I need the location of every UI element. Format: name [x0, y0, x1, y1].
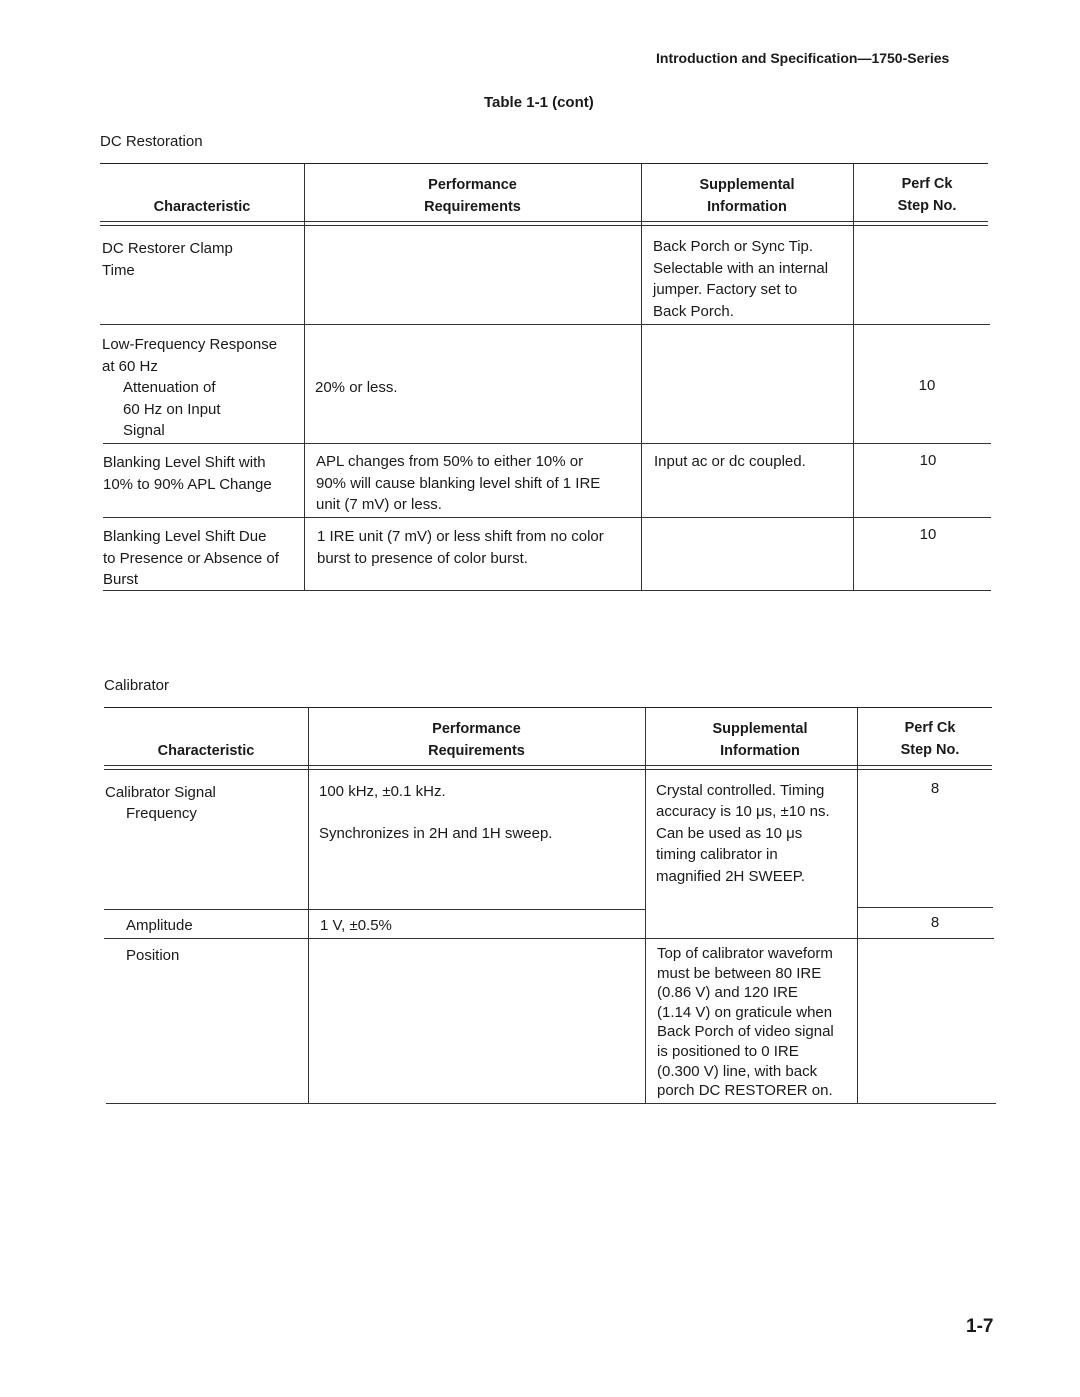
step-low-frequency-response: 10 [918, 377, 936, 394]
supplemental-position: Top of calibrator waveform must be between 80 IRE (0.86 V) and 120 IRE (1.14 V) on graticule when Back Porch of video signal is positioned to 0 IRE (0.300 V) line, with back porch DC RESTORER on. [657, 945, 834, 1100]
performance-amplitude: 1 V, ±0.5% [320, 917, 392, 934]
characteristic-blanking-level-shift-burst: Blanking Level Shift Due to Presence or Absence of Burst [103, 528, 279, 588]
supplemental-blanking-level-shift-apl: Input ac or dc coupled. [654, 453, 806, 470]
row-rule [100, 324, 990, 325]
characteristic-calibrator-signal: Calibrator Signal [105, 784, 216, 801]
characteristic-blanking-level-shift-apl: Blanking Level Shift with 10% to 90% APL Change [103, 454, 272, 493]
column-header-perf-ck: Perf Ck Step No. [900, 720, 960, 758]
column-header-performance: Performance Requirements [424, 177, 521, 215]
row-rule [104, 938, 994, 939]
step-frequency: 8 [930, 780, 940, 797]
section-title-dc-restoration: DC Restoration [100, 133, 203, 150]
performance-synchronizes: Synchronizes in 2H and 1H sweep. [319, 825, 553, 842]
table-title: Table 1-1 (cont) [484, 94, 594, 111]
table-top-rule [104, 707, 992, 708]
column-divider [308, 708, 309, 1103]
table-bottom-rule [106, 1103, 996, 1104]
column-header-supplemental: Supplemental Information [699, 177, 795, 215]
column-divider [857, 708, 858, 1103]
row-rule [104, 909, 645, 910]
performance-frequency: 100 kHz, ±0.1 kHz. [319, 783, 446, 800]
sub-characteristic-amplitude: Amplitude [126, 917, 193, 934]
performance-blanking-level-shift-apl: APL changes from 50% to either 10% or 90% will cause blanking level shift of 1 IRE unit (7 mV) or less. [316, 453, 601, 513]
characteristic-dc-restorer-clamp-time: DC Restorer Clamp Time [102, 240, 233, 279]
row-rule [103, 443, 991, 444]
column-header-supplemental: Supplemental Information [712, 721, 808, 759]
section-title-calibrator: Calibrator [104, 677, 170, 694]
header-rule-2 [104, 769, 992, 770]
column-header-characteristic: Characteristic [157, 743, 255, 759]
performance-low-frequency-response: 20% or less. [315, 379, 398, 396]
header-rule-1 [100, 221, 988, 222]
step-blanking-level-shift-burst: 10 [919, 526, 937, 543]
header-rule-2 [100, 225, 988, 226]
row-rule [857, 907, 993, 908]
header-rule-1 [104, 765, 992, 766]
column-header-perf-ck: Perf Ck Step No. [897, 176, 957, 214]
step-amplitude: 8 [930, 914, 940, 931]
table-top-rule [100, 163, 988, 164]
characteristic-low-frequency-response: Low-Frequency Response at 60 Hz [102, 336, 278, 375]
sub-characteristic-frequency: Frequency [126, 805, 197, 822]
step-blanking-level-shift-apl: 10 [919, 452, 937, 469]
column-divider [853, 164, 854, 591]
column-divider [304, 164, 305, 591]
performance-blanking-level-shift-burst: 1 IRE unit (7 mV) or less shift from no color burst to presence of color burst. [317, 528, 604, 567]
column-header-performance: Performance Requirements [428, 721, 525, 759]
sub-characteristic-position: Position [126, 947, 180, 964]
page-header: Introduction and Specification—1750-Series [656, 50, 950, 66]
sub-characteristic-attenuation: Attenuation of 60 Hz on Input Signal [123, 379, 221, 439]
column-divider [645, 708, 646, 1103]
row-rule [103, 517, 991, 518]
column-divider [641, 164, 642, 591]
supplemental-dc-restorer-clamp-time: Back Porch or Sync Tip. Selectable with an internal jumper. Factory set to Back Porch. [653, 238, 829, 320]
column-header-characteristic: Characteristic [153, 199, 251, 215]
supplemental-frequency: Crystal controlled. Timing accuracy is 10 μs, ±10 ns. Can be used as 10 μs timing calibrator in magnified 2H SWEEP. [656, 782, 830, 885]
page-number: 1-7 [966, 1316, 994, 1337]
